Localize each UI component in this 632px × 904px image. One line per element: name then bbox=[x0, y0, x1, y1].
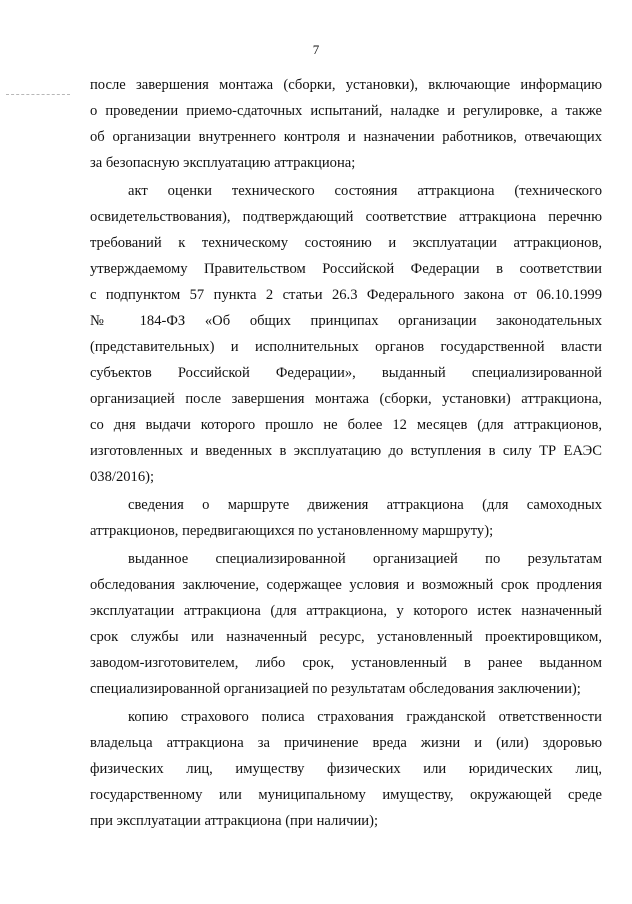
text-line: утверждаемому Правительством Российской Федерации в соответствии bbox=[90, 261, 602, 277]
text-line: владельца аттракциона за причинение вреда жизни и (или) здоровью bbox=[90, 735, 602, 751]
text-line: за безопасную эксплуатацию аттракциона; bbox=[90, 155, 356, 171]
text-line: выданное специализированной организацией по результатам bbox=[128, 551, 602, 567]
text-line: государственному или муниципальному имуществу, окружающей среде bbox=[90, 787, 602, 803]
text-line: при эксплуатации аттракциона (при наличии); bbox=[90, 813, 378, 829]
text-line: акт оценки технического состояния аттракциона (технического bbox=[128, 183, 602, 199]
page-number: 7 bbox=[312, 42, 320, 57]
text-line: № 184-ФЗ «Об общих принципах организации законодательных bbox=[90, 313, 602, 329]
text-line: сведения о маршруте движения аттракциона (для самоходных bbox=[128, 497, 602, 513]
text-line: специализированной организацией по результатам обследования заключении); bbox=[90, 681, 581, 697]
text-line: 038/2016); bbox=[90, 469, 155, 485]
text-line: срок службы или назначенный ресурс, установленный проектировщиком, bbox=[90, 629, 602, 645]
text-line: после завершения монтажа (сборки, установки), включающие информацию bbox=[90, 77, 602, 93]
text-line: с подпунктом 57 пункта 2 статьи 26.3 Федерального закона от 06.10.1999 bbox=[90, 287, 602, 303]
text-line: организацией после завершения монтажа (сборки, установки) аттракциона, bbox=[90, 391, 602, 407]
text-line: копию страхового полиса страхования гражданской ответственности bbox=[128, 709, 602, 725]
text-line: со дня выдачи которого прошло не более 12 месяцев (для аттракционов, bbox=[90, 417, 602, 433]
text-line: о проведении приемо-сдаточных испытаний, наладке и регулировке, а также bbox=[90, 103, 602, 119]
text-line: физических лиц, имуществу физических или юридических лиц, bbox=[90, 761, 602, 777]
text-line: освидетельствования), подтверждающий соответствие аттракциона перечню bbox=[90, 209, 602, 225]
text-line: (представительных) и исполнительных органов государственной власти bbox=[90, 339, 602, 355]
text-line: требований к техническому состоянию и эксплуатации аттракционов, bbox=[90, 235, 602, 251]
text-line: изготовленных и введенных в эксплуатацию до вступления в силу ТР ЕАЭС bbox=[90, 443, 602, 459]
scan-artifact bbox=[6, 94, 70, 99]
text-line: эксплуатации аттракциона (для аттракциона, у которого истек назначенный bbox=[90, 603, 602, 619]
text-line: заводом-изготовителем, либо срок, установленный в ранее выданном bbox=[90, 655, 602, 671]
text-line: обследования заключение, содержащее условия и возможный срок продления bbox=[90, 577, 602, 593]
text-line: аттракционов, передвигающихся по установленному маршруту); bbox=[90, 523, 494, 539]
text-line: субъектов Российской Федерации», выданный специализированной bbox=[90, 365, 602, 381]
text-line: об организации внутреннего контроля и назначении работников, отвечающих bbox=[90, 129, 602, 145]
